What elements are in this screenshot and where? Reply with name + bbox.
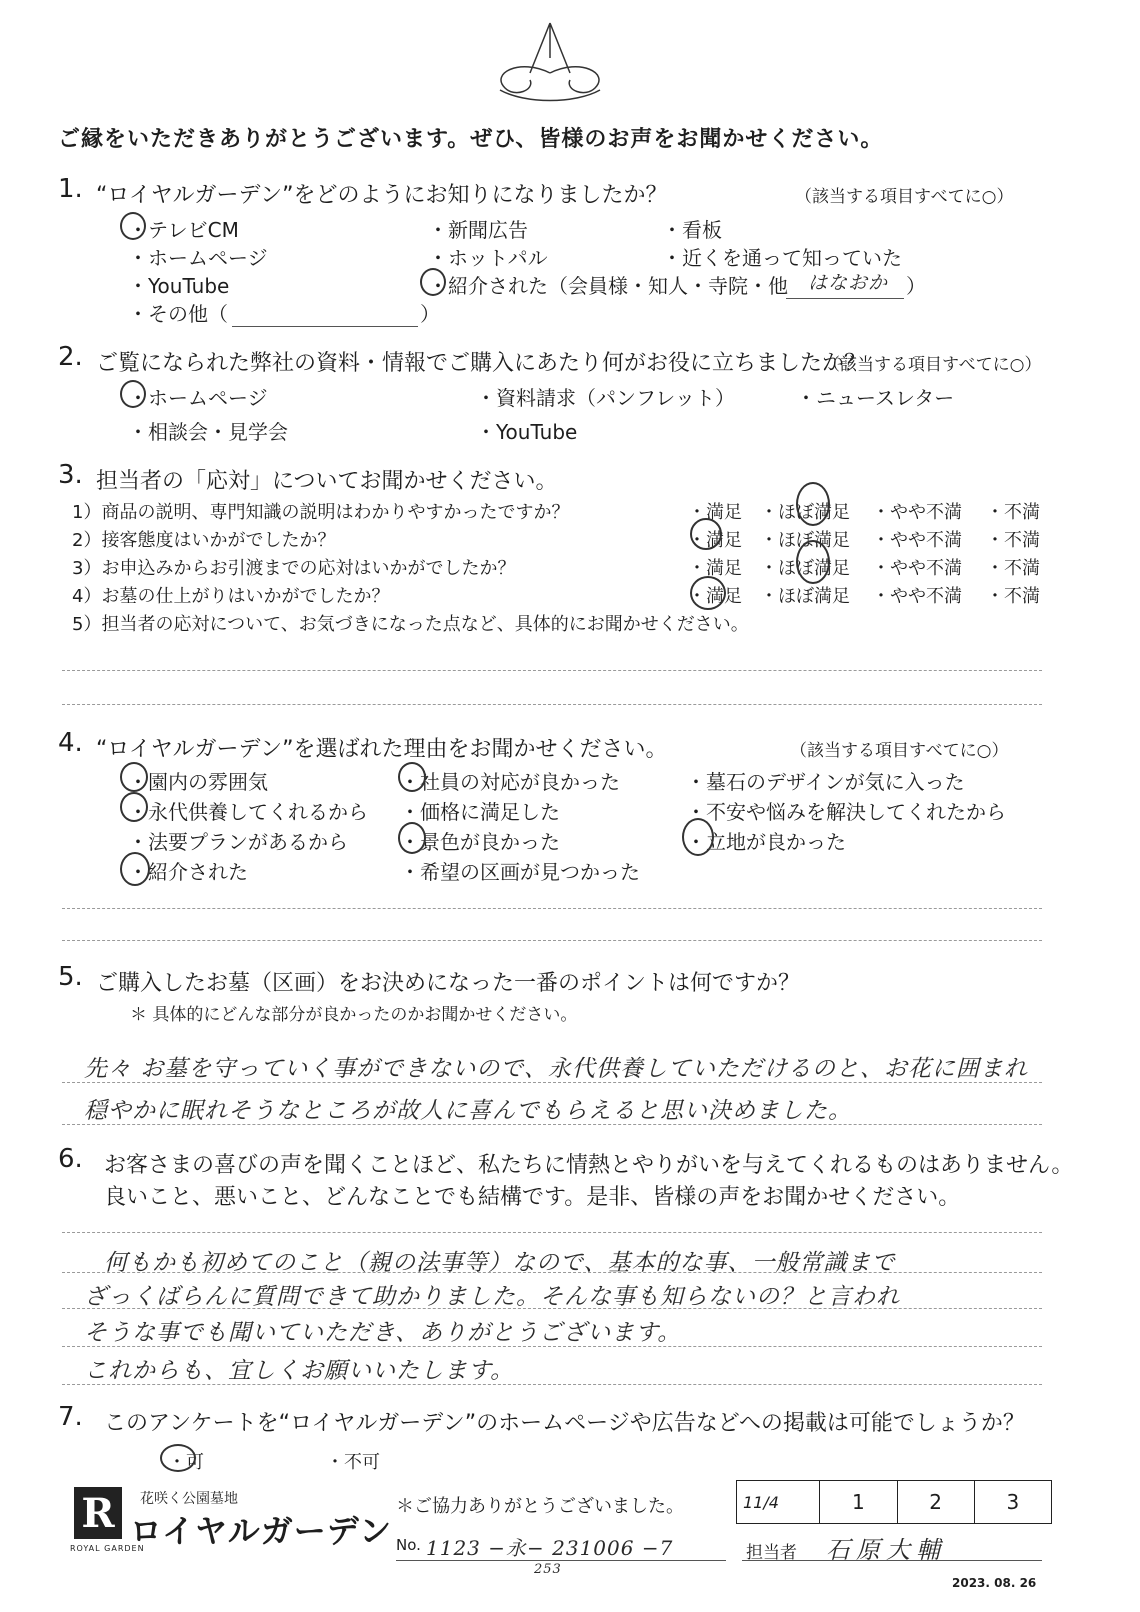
q3-r1-mostly[interactable]: ・ほぼ満足 — [760, 502, 850, 523]
q1-tv-circle-mark — [120, 212, 146, 240]
q7-yes-circle-mark — [160, 1444, 196, 1472]
q3-number: 3. — [58, 460, 83, 490]
q1-option-referral[interactable]: ・紹介された（会員様・知人・寺院・他 — [428, 274, 788, 298]
intro-text: ご縁をいただきありがとうございます。ぜひ、皆様のお声をお聞かせください。 — [58, 127, 884, 152]
q3-r4-somewhat[interactable]: ・やや不満 — [872, 586, 962, 607]
q3-r4-circle-mark — [690, 576, 726, 610]
q2-homepage-circle-mark — [120, 380, 146, 408]
q6-answer-line-4: これからも、宜しくお願いいたします。 — [84, 1358, 515, 1384]
q4-option-worries[interactable]: ・不安や悩みを解決してくれたから — [686, 800, 1006, 824]
q5-note: ＊ 具体的にどんな部分が良かったのかお聞かせください。 — [130, 1005, 578, 1025]
q4-option-eternal[interactable]: ・永代供養してくれるから — [128, 800, 368, 824]
q3-r2-somewhat[interactable]: ・やや不満 — [872, 530, 962, 551]
q4-text: “ロイヤルガーデン”を選ばれた理由をお聞かせください。 — [96, 737, 668, 762]
q3-sub-5: 5）担当者の応対について、お気づきになった点など、具体的にお聞かせください。 — [72, 614, 749, 635]
q3-r2-circle-mark — [690, 518, 722, 550]
q3-r4-satisfied[interactable]: ・満足 — [688, 586, 742, 607]
q1-option-signboard[interactable]: ・看板 — [662, 218, 722, 242]
q4-staff-circle-mark — [398, 762, 426, 792]
q1-number: 1. — [58, 174, 83, 204]
ornament-icon — [480, 18, 620, 108]
q3-text: 担当者の「応対」についてお聞かせください。 — [96, 469, 558, 494]
q2-option-homepage[interactable]: ・ホームページ — [128, 386, 268, 410]
q7-number: 7. — [58, 1402, 83, 1432]
q4-number: 4. — [58, 728, 83, 758]
q3-r4-dissatisfied[interactable]: ・不満 — [986, 586, 1040, 607]
box-1: 1 — [819, 1481, 896, 1523]
q4-note: （該当する項目すべてに○） — [790, 741, 1009, 761]
staff-label: 担当者 — [746, 1543, 797, 1563]
q6-text-2: 良いこと、悪いこと、どんなことでも結構です。是非、皆様の声をお聞かせください。 — [104, 1185, 961, 1210]
number-sub: 253 — [534, 1562, 562, 1577]
q3-r3-mostly[interactable]: ・ほぼ満足 — [760, 558, 850, 579]
q3-r2-dissatisfied[interactable]: ・不満 — [986, 530, 1040, 551]
q7-option-yes[interactable]: ・可 — [168, 1452, 204, 1473]
q6-answer-line-2: ざっくばらんに質問できて助かりました。そんな事も知らないの？と言われ — [84, 1284, 900, 1310]
q3-r3-satisfied[interactable]: ・満足 — [688, 558, 742, 579]
q6-text-1: お客さまの喜びの声を聞くことほど、私たちに情熱とやりがいを与えてくれるものはありません。 — [104, 1153, 1074, 1178]
q1-referral-circle-mark — [420, 268, 446, 296]
q1-option-youtube[interactable]: ・YouTube — [128, 274, 230, 298]
thanks-text: ＊ご協力ありがとうございました。 — [396, 1496, 684, 1517]
q4-option-scenery[interactable]: ・景色が良かった — [400, 830, 560, 854]
box-3: 3 — [974, 1481, 1051, 1523]
q5-answer-line-2: 穏やかに眠れそうなところが故人に喜んでもらえると思い決めました。 — [84, 1098, 852, 1124]
q1-option-nearby[interactable]: ・近くを通って知っていた — [662, 246, 902, 270]
q1-option-homepage[interactable]: ・ホームページ — [128, 246, 268, 270]
logo-sub-text: ROYAL GARDEN — [70, 1544, 145, 1553]
q3-sub-4: 4）お墓の仕上がりはいかがでしたか？ — [72, 586, 390, 607]
box-date: 11/4 — [743, 1492, 779, 1512]
q4-atmosphere-circle-mark — [120, 762, 148, 792]
q3-r4-mostly[interactable]: ・ほぼ満足 — [760, 586, 850, 607]
staff-name: 石原大輔 — [826, 1536, 946, 1564]
q3-r2-mostly[interactable]: ・ほぼ満足 — [760, 530, 850, 551]
q1-note: （該当する項目すべてに○） — [795, 187, 1014, 207]
q4-option-plot[interactable]: ・希望の区画が見つかった — [400, 860, 640, 884]
q4-location-circle-mark — [682, 818, 714, 856]
q3-r3-circle-mark — [796, 540, 830, 584]
q3-sub-1: 1）商品の説明、専門知識の説明はわかりやすかったですか？ — [72, 502, 570, 523]
q4-option-design[interactable]: ・墓石のデザインが気に入った — [686, 770, 965, 794]
q5-answer-line-1: 先々 お墓を守っていく事ができないので、永代供養していただけるのと、お花に囲まれ — [84, 1056, 1028, 1082]
q3-r1-satisfied[interactable]: ・満足 — [688, 502, 742, 523]
q2-option-consult[interactable]: ・相談会・見学会 — [128, 420, 288, 444]
q3-sub-2: 2）接客態度はいかがでしたか？ — [72, 530, 336, 551]
q3-r3-somewhat[interactable]: ・やや不満 — [872, 558, 962, 579]
q1-option-other[interactable]: ・その他（ — [128, 302, 228, 326]
q2-number: 2. — [58, 342, 83, 372]
q1-text: “ロイヤルガーデン”をどのようにお知りになりましたか？ — [96, 183, 668, 208]
q2-option-pamphlet[interactable]: ・資料請求（パンフレット） — [476, 386, 735, 410]
brand-small: 花咲く公園墓地 — [140, 1491, 238, 1507]
q1-option-newspaper[interactable]: ・新聞広告 — [428, 218, 528, 242]
q7-text: このアンケートを“ロイヤルガーデン”のホームページや広告などへの掲載は可能でしょうか？ — [104, 1411, 1025, 1436]
q3-r3-dissatisfied[interactable]: ・不満 — [986, 558, 1040, 579]
q1-option-hotpal[interactable]: ・ホットパル — [428, 246, 548, 270]
q3-r2-satisfied[interactable]: ・満足 — [688, 530, 742, 551]
q2-option-newsletter[interactable]: ・ニュースレター — [796, 386, 955, 410]
date-stamp: 2023. 08. 26 — [952, 1576, 1037, 1590]
q3-sub-3: 3）お申込みからお引渡までの応対はいかがでしたか？ — [72, 558, 516, 579]
q4-option-atmosphere[interactable]: ・園内の雰囲気 — [128, 770, 268, 794]
q6-answer-line-1: 何もかも初めてのこと（親の法事等）なので、基本的な事、一般常識まで — [104, 1250, 896, 1276]
number-value: 1123 −永− 231006 −7 — [426, 1536, 674, 1560]
q3-r1-dissatisfied[interactable]: ・不満 — [986, 502, 1040, 523]
check-boxes — [736, 1480, 1052, 1524]
q4-option-staff[interactable]: ・社員の対応が良かった — [400, 770, 620, 794]
q3-r1-somewhat[interactable]: ・やや不満 — [872, 502, 962, 523]
q1-other-close: ） — [420, 302, 440, 326]
q1-option-tv[interactable]: ・テレビCM — [128, 218, 239, 242]
q2-note: （該当する項目すべてに○） — [823, 355, 1042, 375]
q4-option-memorial[interactable]: ・法要プランがあるから — [128, 830, 348, 854]
q2-option-youtube[interactable]: ・YouTube — [476, 420, 578, 444]
q6-number: 6. — [58, 1144, 83, 1174]
q5-text: ご購入したお墓（区画）をお決めになった一番のポイントは何ですか？ — [96, 971, 801, 996]
q4-option-price[interactable]: ・価格に満足した — [400, 800, 560, 824]
q1-referral-name: はなおか — [808, 272, 889, 294]
q4-referral-circle-mark — [120, 852, 150, 886]
q4-scenery-circle-mark — [398, 822, 426, 854]
logo-icon: R — [74, 1487, 122, 1539]
q5-number: 5. — [58, 962, 83, 992]
brand-name: ロイヤルガーデン — [130, 1512, 393, 1550]
q4-eternal-circle-mark — [120, 792, 148, 822]
q7-option-no[interactable]: ・不可 — [326, 1452, 380, 1473]
box-2: 2 — [897, 1481, 974, 1523]
q4-option-location[interactable]: ・立地が良かった — [686, 830, 846, 854]
q6-answer-line-3: そうな事でも聞いていただき、ありがとうございます。 — [84, 1320, 682, 1346]
q1-referral-close: ） — [906, 274, 926, 298]
number-label: No. — [396, 1536, 421, 1554]
q3-r1-circle-mark — [796, 482, 830, 526]
q2-text: ご覧になられた弊社の資料・情報でご購入にあたり何がお役に立ちましたか？ — [96, 351, 867, 376]
q4-option-referral[interactable]: ・紹介された — [128, 860, 248, 884]
